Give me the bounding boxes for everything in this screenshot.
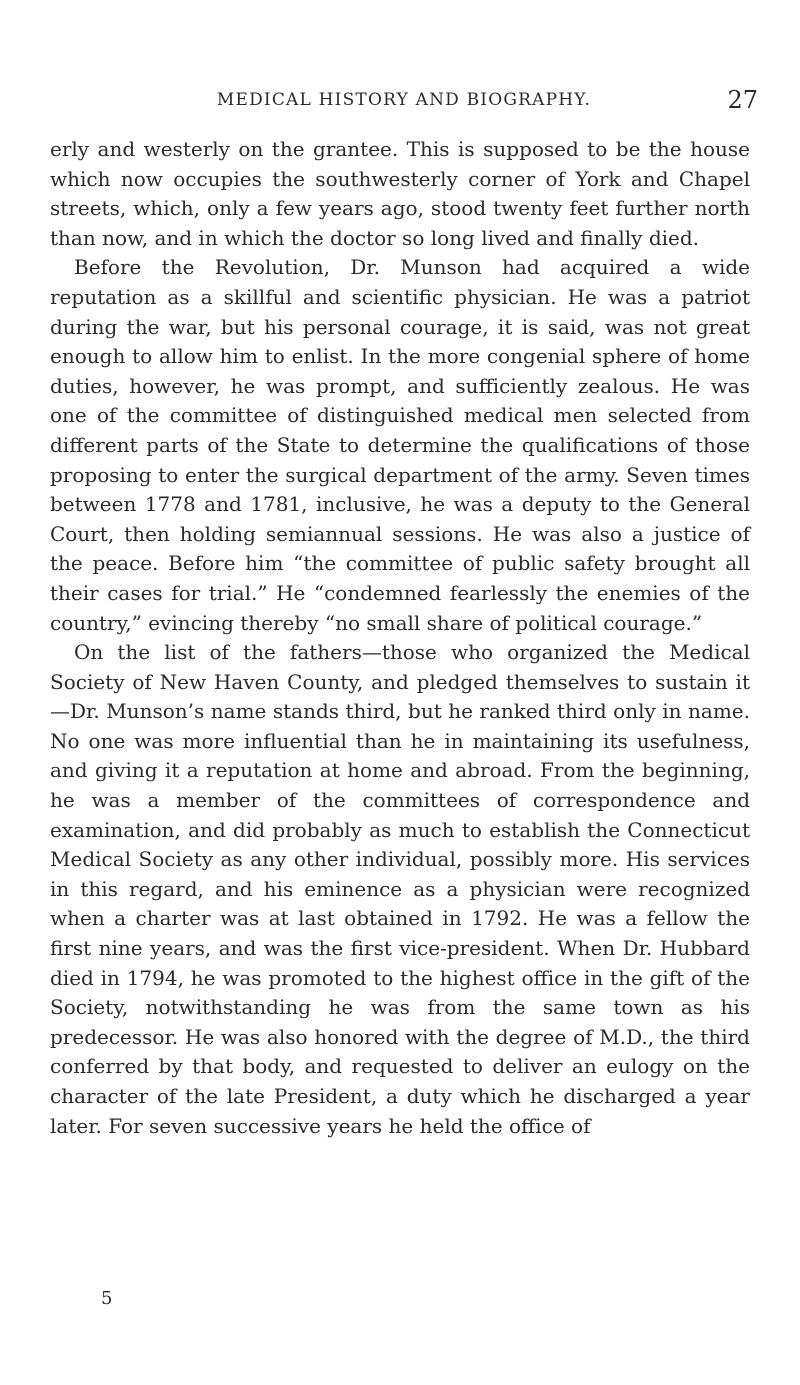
page-number: 27 [727, 86, 758, 114]
paragraph-3: On the list of the fathers—those who organized the Medical Society of New Haven County, and pledged themselves to sustain it—Dr. Munson’s name stands third, but he ranked third only in name. No one was more influential than he in maintaining its usefulness, and giving it a reputation at home and abroad. From the beginning, he was a member of the committees of correspondence and examination, and did probably as much to establish the Connecticut Medical Society as any other individual, possibly more. His services in this regard, and his eminence as a physician were recognized when a charter was at last obtained in 1792. He was a fellow the first nine years, and was the first vice-president. When Dr. Hubbard died in 1794, he was promoted to the highest office in the gift of the Society, notwithstanding he was from the same town as his predecessor. He was also honored with the degree of M.D., the third conferred by that body, and requested to deliver an eulogy on the character of the late President, a duty which he discharged a year later. For seven successive years he held the office of [50, 640, 750, 1138]
running-head: MEDICAL HISTORY AND BIOGRAPHY. [216, 90, 592, 110]
page-header [50, 86, 758, 122]
paragraph-1: erly and westerly on the grantee. This is supposed to be the house which now occupies the southwesterly corner of York and Chapel streets, which, only a few years ago, stood twenty feet further north than now, and in which the doctor so long lived and finally died. [50, 137, 750, 250]
body-text [50, 135, 750, 1141]
signature-mark: 5 [101, 1288, 113, 1309]
paragraph-2: Before the Revolution, Dr. Munson had acquired a wide reputation as a skillful and scientific physician. He was a patriot during the war, but his personal courage, it is said, was not great enough to allow him to enlist. In the more congenial sphere of home duties, however, he was prompt, and sufficiently zealous. He was one of the committee of distinguished medical men selected from different parts of the State to determine the qualifications of those proposing to enter the surgical department of the army. Seven times between 1778 and 1781, inclusive, he was a deputy to the General Court, then holding semiannual sessions. He was also a justice of the peace. Before him “the committee of public safety brought all their cases for trial.” He “condemned fearlessly the enemies of the country,” evincing thereby “no small share of political courage.” [50, 255, 750, 635]
